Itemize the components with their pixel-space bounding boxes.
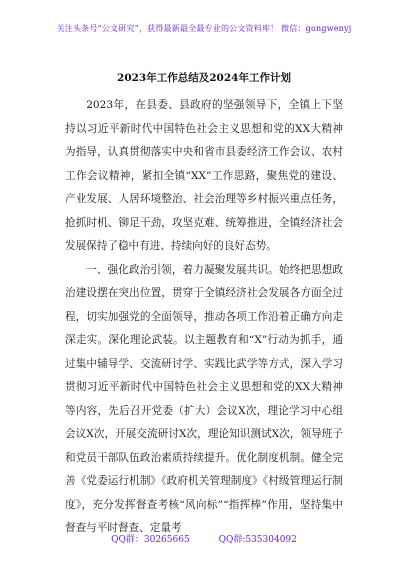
document-title: 2023年工作总结及2024年工作计划 (117, 72, 291, 84)
paragraph-intro: 2023年，在县委、县政府的坚强领导下，全镇上下坚持以习近平新时代中国特色社会主义思想和党的XX大精神为指导，认真贯彻落实中央和省市县委经济工作会议、农村工作会议精神，紧扣全镇“XX”工作思路，聚焦党的建设、产业发展、人居环境整治、社会治理等乡村振兴重点任务，抢抓时机、铆足干劲，攻坚克难、统筹推进，全镇经济社会发展保持了稳中有进、持续向好的良好态势。 (65, 99, 343, 252)
footer-qq-group-1: QQ群：30265665 (111, 535, 190, 545)
header-banner-text: 关注头条号“公文研究”，获得最新最全最专业的公文资料库！ 微信：gongwenyj (56, 23, 352, 33)
paragraph-section-one: 一、强化政治引领，着力凝聚发展共识。始终把思想政治建设摆在突出位置，贯穿于全镇经济社会发展各方面全过程，切实加强党的全面领导，推动各项工作沿着正确方向走深走实。深化理论武装。以主题教育和“X”行动为抓手，通过集中辅导学、交流研讨学、实践比武学等方式，深入学习贯彻习近平新时代中国特色社会主义思想和党的XX大精神等内容，先后召开党委（扩大）会议X次，理论学习中心组会议X次，开展交流研讨X次，理论知识测试X次，领导班子和党员干部队伍政治素质持续提升。优化制度机制。健全完善《党委运行机制》《政府机关管理制度》《村级管理运行制度》，充分发挥督查考核“风向标”“指挥棒”作用，坚持集中督查与平时督查、定量考 (65, 263, 343, 534)
footer-qq-groups (0, 532, 408, 545)
document-body (65, 94, 343, 541)
footer-qq-group-2: QQ群:535304092 (218, 535, 297, 545)
header-banner (0, 0, 408, 56)
